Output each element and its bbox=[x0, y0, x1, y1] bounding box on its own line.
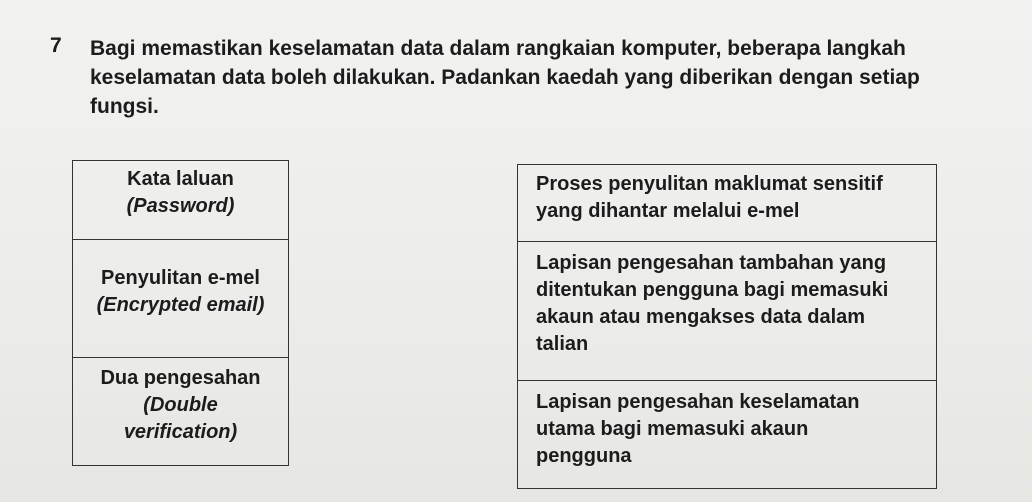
method-double-verification bbox=[73, 357, 288, 465]
function-line: yang dihantar melalui e-mel bbox=[536, 200, 800, 222]
method-password bbox=[73, 161, 288, 239]
function-line: ditentukan pengguna bagi memasuki bbox=[536, 279, 889, 301]
method-name: Penyulitan e-mel bbox=[101, 267, 260, 289]
function-line: Lapisan pengesahan tambahan yang bbox=[536, 252, 887, 274]
function-line: akaun atau mengakses data dalam bbox=[536, 306, 866, 328]
question-line: keselamatan data boleh dilakukan. Padankan kaedah yang diberikan dengan setiap bbox=[90, 66, 920, 89]
functions-table bbox=[517, 164, 937, 489]
function-line: utama bagi memasuki akaun bbox=[536, 418, 809, 440]
method-name: Kata laluan bbox=[127, 168, 234, 190]
question-line: fungsi. bbox=[90, 95, 159, 118]
function-row-3 bbox=[518, 380, 936, 488]
function-line: Lapisan pengesahan keselamatan bbox=[536, 391, 860, 413]
method-english: (Password) bbox=[126, 195, 235, 217]
function-row-1 bbox=[518, 165, 936, 241]
question-line: Bagi memastikan keselamatan data dalam rangkaian komputer, beberapa langkah bbox=[90, 37, 906, 60]
method-english: (Encrypted email) bbox=[96, 294, 265, 316]
method-english: (Double bbox=[143, 394, 218, 416]
method-name: Dua pengesahan bbox=[100, 367, 261, 389]
function-line: pengguna bbox=[536, 445, 632, 467]
method-encrypted-email bbox=[73, 239, 288, 357]
methods-table bbox=[72, 160, 289, 466]
question-text bbox=[90, 34, 970, 121]
function-line: Proses penyulitan maklumat sensitif bbox=[536, 173, 883, 195]
question-number: 7 bbox=[50, 34, 62, 57]
method-english: verification) bbox=[123, 421, 238, 443]
function-row-2 bbox=[518, 241, 936, 380]
function-line: talian bbox=[536, 333, 589, 355]
